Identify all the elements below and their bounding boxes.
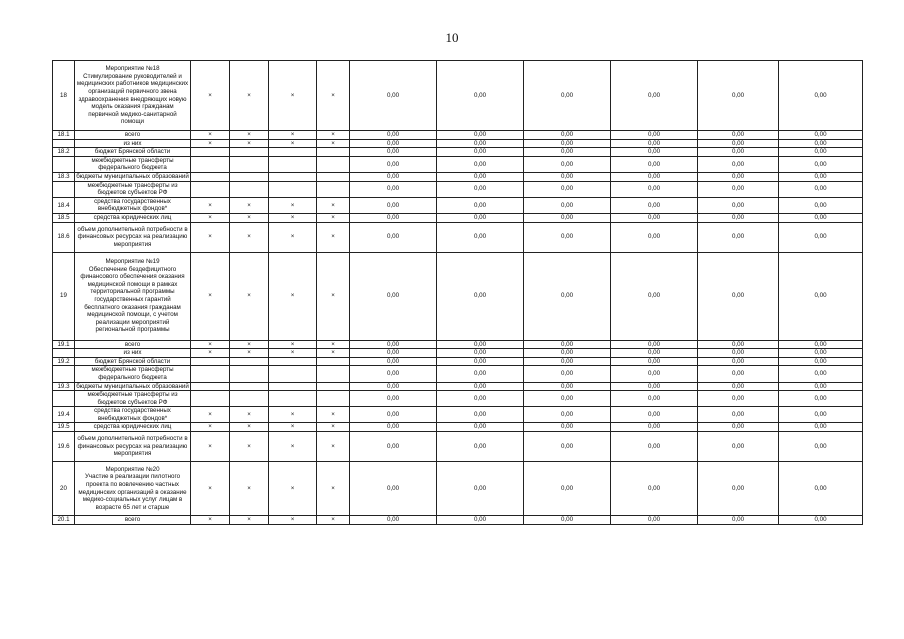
description-cell: Мероприятие №18 Стимулирование руководителей и медицинских работников медицинских организаций первичного звена здравоохранения внедряющих новую модель оказания гражданам первичной медико-санитарной помощи <box>75 61 191 131</box>
value-cell: 0,00 <box>437 462 524 516</box>
row-number-cell <box>53 349 75 358</box>
table-row <box>53 516 863 525</box>
value-cell: 0,00 <box>779 391 863 407</box>
value-cell: 0,00 <box>350 391 437 407</box>
value-cell: 0,00 <box>524 423 611 432</box>
mark-cell: × <box>230 197 269 213</box>
value-cell: 0,00 <box>524 366 611 382</box>
description-cell: бюджет Брянской области <box>75 148 191 157</box>
value-cell: 0,00 <box>437 156 524 172</box>
row-number-cell <box>53 139 75 148</box>
value-cell: 0,00 <box>524 172 611 181</box>
value-cell: 0,00 <box>611 423 698 432</box>
mark-cell: × <box>317 197 350 213</box>
row-number-cell: 20.1 <box>53 516 75 525</box>
value-cell: 0,00 <box>524 349 611 358</box>
description-cell: межбюджетные трансферты федерального бюджета <box>75 366 191 382</box>
value-cell: 0,00 <box>611 357 698 366</box>
table-row <box>53 172 863 181</box>
mark-cell: × <box>230 139 269 148</box>
description-cell: средства государственных внебюджетных фондов* <box>75 197 191 213</box>
mark-cell <box>269 391 317 407</box>
mark-cell: × <box>191 197 230 213</box>
description-cell: из них <box>75 349 191 358</box>
value-cell: 0,00 <box>779 213 863 222</box>
value-cell: 0,00 <box>437 148 524 157</box>
value-cell: 0,00 <box>524 516 611 525</box>
value-cell: 0,00 <box>611 172 698 181</box>
value-cell: 0,00 <box>698 213 779 222</box>
value-cell: 0,00 <box>698 366 779 382</box>
value-cell: 0,00 <box>611 213 698 222</box>
value-cell: 0,00 <box>350 172 437 181</box>
value-cell: 0,00 <box>698 156 779 172</box>
value-cell: 0,00 <box>698 172 779 181</box>
mark-cell <box>191 366 230 382</box>
row-number-cell: 19.4 <box>53 407 75 423</box>
value-cell: 0,00 <box>611 432 698 462</box>
description-cell: из них <box>75 139 191 148</box>
value-cell: 0,00 <box>437 357 524 366</box>
mark-cell <box>230 366 269 382</box>
mark-cell <box>191 391 230 407</box>
value-cell: 0,00 <box>698 462 779 516</box>
description-cell: средства юридических лиц <box>75 213 191 222</box>
row-number-cell: 19.3 <box>53 382 75 391</box>
value-cell: 0,00 <box>779 61 863 131</box>
row-number-cell <box>53 156 75 172</box>
value-cell: 0,00 <box>350 432 437 462</box>
value-cell: 0,00 <box>437 340 524 349</box>
value-cell: 0,00 <box>779 357 863 366</box>
row-number-cell: 18.1 <box>53 131 75 140</box>
value-cell: 0,00 <box>524 432 611 462</box>
value-cell: 0,00 <box>350 407 437 423</box>
value-cell: 0,00 <box>437 131 524 140</box>
mark-cell: × <box>230 213 269 222</box>
mark-cell <box>317 391 350 407</box>
mark-cell: × <box>269 197 317 213</box>
value-cell: 0,00 <box>611 222 698 252</box>
mark-cell: × <box>269 340 317 349</box>
table-row <box>53 222 863 252</box>
value-cell: 0,00 <box>437 366 524 382</box>
value-cell: 0,00 <box>350 61 437 131</box>
value-cell: 0,00 <box>779 349 863 358</box>
row-number-cell: 18.6 <box>53 222 75 252</box>
table-row <box>53 340 863 349</box>
mark-cell: × <box>230 423 269 432</box>
table-row <box>53 391 863 407</box>
value-cell: 0,00 <box>524 222 611 252</box>
value-cell: 0,00 <box>350 252 437 340</box>
table-row <box>53 462 863 516</box>
value-cell: 0,00 <box>437 349 524 358</box>
mark-cell: × <box>230 462 269 516</box>
value-cell: 0,00 <box>779 181 863 197</box>
mark-cell: × <box>191 252 230 340</box>
table-row <box>53 252 863 340</box>
value-cell: 0,00 <box>698 391 779 407</box>
value-cell: 0,00 <box>350 197 437 213</box>
value-cell: 0,00 <box>524 382 611 391</box>
value-cell: 0,00 <box>524 139 611 148</box>
value-cell: 0,00 <box>698 423 779 432</box>
value-cell: 0,00 <box>611 148 698 157</box>
table-row <box>53 382 863 391</box>
value-cell: 0,00 <box>611 61 698 131</box>
value-cell: 0,00 <box>437 423 524 432</box>
value-cell: 0,00 <box>524 252 611 340</box>
value-cell: 0,00 <box>437 61 524 131</box>
value-cell: 0,00 <box>611 197 698 213</box>
value-cell: 0,00 <box>437 252 524 340</box>
value-cell: 0,00 <box>524 213 611 222</box>
mark-cell: × <box>317 222 350 252</box>
mark-cell <box>317 357 350 366</box>
mark-cell: × <box>317 61 350 131</box>
value-cell: 0,00 <box>437 197 524 213</box>
description-cell: объем дополнительной потребности в финансовых ресурсах на реализацию мероприятия <box>75 222 191 252</box>
value-cell: 0,00 <box>350 357 437 366</box>
row-number-cell <box>53 391 75 407</box>
value-cell: 0,00 <box>611 349 698 358</box>
description-cell: Мероприятие №20 Участие в реализации пилотного проекта по вовлечению частных медицинских организаций в оказание медико-социальных услуг лицам в возрасте 65 лет и старше <box>75 462 191 516</box>
row-number-cell <box>53 366 75 382</box>
value-cell: 0,00 <box>698 349 779 358</box>
value-cell: 0,00 <box>350 382 437 391</box>
description-cell: бюджеты муниципальных образований <box>76 172 189 180</box>
mark-cell: × <box>191 407 230 423</box>
mark-cell <box>230 148 269 157</box>
mark-cell <box>230 382 269 391</box>
row-number-cell: 19.6 <box>53 432 75 462</box>
row-number-cell: 18.5 <box>53 213 75 222</box>
table-row <box>53 131 863 140</box>
value-cell: 0,00 <box>611 340 698 349</box>
mark-cell: × <box>191 340 230 349</box>
mark-cell: × <box>230 61 269 131</box>
value-cell: 0,00 <box>698 181 779 197</box>
value-cell: 0,00 <box>437 382 524 391</box>
description-cell: межбюджетные трансферты федерального бюджета <box>75 156 191 172</box>
mark-cell <box>230 391 269 407</box>
table-row <box>53 197 863 213</box>
row-number-cell <box>53 181 75 197</box>
mark-cell <box>191 181 230 197</box>
mark-cell: × <box>269 462 317 516</box>
value-cell: 0,00 <box>350 139 437 148</box>
value-cell: 0,00 <box>350 213 437 222</box>
row-number-cell: 18.4 <box>53 197 75 213</box>
value-cell: 0,00 <box>524 340 611 349</box>
mark-cell: × <box>317 252 350 340</box>
value-cell: 0,00 <box>524 357 611 366</box>
value-cell: 0,00 <box>611 131 698 140</box>
value-cell: 0,00 <box>779 382 863 391</box>
table-row <box>53 148 863 157</box>
description-cell: объем дополнительной потребности в финансовых ресурсах на реализацию мероприятия <box>75 432 191 462</box>
value-cell: 0,00 <box>350 340 437 349</box>
value-cell: 0,00 <box>611 382 698 391</box>
mark-cell <box>191 172 230 181</box>
table-row <box>53 181 863 197</box>
page-number: 10 <box>445 30 459 45</box>
value-cell: 0,00 <box>437 139 524 148</box>
value-cell: 0,00 <box>779 366 863 382</box>
description-cell: всего <box>75 516 191 525</box>
value-cell: 0,00 <box>350 222 437 252</box>
value-cell: 0,00 <box>437 222 524 252</box>
mark-cell: × <box>230 340 269 349</box>
value-cell: 0,00 <box>779 139 863 148</box>
row-number-cell: 19.5 <box>53 423 75 432</box>
value-cell: 0,00 <box>698 222 779 252</box>
mark-cell: × <box>191 222 230 252</box>
table-row <box>53 432 863 462</box>
description-cell: бюджеты муниципальных образований <box>76 382 189 390</box>
mark-cell: × <box>269 222 317 252</box>
value-cell: 0,00 <box>698 432 779 462</box>
value-cell: 0,00 <box>437 516 524 525</box>
value-cell: 0,00 <box>350 181 437 197</box>
value-cell: 0,00 <box>779 172 863 181</box>
description-cell: средства юридических лиц <box>75 423 191 432</box>
mark-cell <box>269 156 317 172</box>
mark-cell: × <box>269 131 317 140</box>
value-cell: 0,00 <box>698 252 779 340</box>
value-cell: 0,00 <box>524 61 611 131</box>
description-cell: межбюджетные трансферты из бюджетов субъектов РФ <box>75 391 191 407</box>
table-row <box>53 139 863 148</box>
value-cell: 0,00 <box>524 181 611 197</box>
value-cell: 0,00 <box>524 197 611 213</box>
mark-cell: × <box>317 139 350 148</box>
value-cell: 0,00 <box>698 382 779 391</box>
value-cell: 0,00 <box>698 139 779 148</box>
description-cell: всего <box>75 131 191 140</box>
value-cell: 0,00 <box>611 181 698 197</box>
mark-cell: × <box>230 222 269 252</box>
mark-cell: × <box>317 349 350 358</box>
value-cell: 0,00 <box>779 197 863 213</box>
value-cell: 0,00 <box>779 252 863 340</box>
table-row <box>53 407 863 423</box>
mark-cell <box>230 181 269 197</box>
value-cell: 0,00 <box>350 156 437 172</box>
value-cell: 0,00 <box>611 366 698 382</box>
mark-cell <box>191 382 230 391</box>
mark-cell <box>191 148 230 157</box>
description-cell: бюджет Брянской области <box>75 357 191 366</box>
value-cell: 0,00 <box>698 61 779 131</box>
mark-cell: × <box>191 131 230 140</box>
value-cell: 0,00 <box>779 516 863 525</box>
value-cell: 0,00 <box>437 181 524 197</box>
value-cell: 0,00 <box>350 462 437 516</box>
table-row <box>53 349 863 358</box>
mark-cell <box>317 156 350 172</box>
budget-table <box>52 60 863 525</box>
mark-cell: × <box>269 432 317 462</box>
value-cell: 0,00 <box>698 516 779 525</box>
mark-cell: × <box>269 139 317 148</box>
table-row <box>53 156 863 172</box>
value-cell: 0,00 <box>350 423 437 432</box>
value-cell: 0,00 <box>350 516 437 525</box>
value-cell: 0,00 <box>437 432 524 462</box>
value-cell: 0,00 <box>779 148 863 157</box>
mark-cell <box>317 181 350 197</box>
value-cell: 0,00 <box>437 213 524 222</box>
mark-cell: × <box>230 349 269 358</box>
table-row <box>53 61 863 131</box>
description-cell: межбюджетные трансферты из бюджетов субъектов РФ <box>75 181 191 197</box>
value-cell: 0,00 <box>524 391 611 407</box>
value-cell: 0,00 <box>698 340 779 349</box>
value-cell: 0,00 <box>524 131 611 140</box>
mark-cell: × <box>317 423 350 432</box>
mark-cell: × <box>269 423 317 432</box>
mark-cell <box>269 181 317 197</box>
mark-cell <box>269 357 317 366</box>
table-row <box>53 213 863 222</box>
mark-cell: × <box>317 213 350 222</box>
mark-cell <box>317 148 350 157</box>
value-cell: 0,00 <box>698 197 779 213</box>
mark-cell: × <box>269 213 317 222</box>
value-cell: 0,00 <box>779 462 863 516</box>
row-number-cell: 20 <box>53 462 75 516</box>
mark-cell: × <box>269 252 317 340</box>
value-cell: 0,00 <box>524 462 611 516</box>
table-row <box>53 357 863 366</box>
value-cell: 0,00 <box>698 357 779 366</box>
row-number-cell: 18.3 <box>53 172 75 181</box>
mark-cell: × <box>317 516 350 525</box>
mark-cell: × <box>191 139 230 148</box>
value-cell: 0,00 <box>779 340 863 349</box>
description-cell: средства государственных внебюджетных фондов* <box>75 407 191 423</box>
row-number-cell: 19 <box>53 252 75 340</box>
value-cell: 0,00 <box>698 148 779 157</box>
value-cell: 0,00 <box>350 148 437 157</box>
mark-cell <box>269 382 317 391</box>
mark-cell <box>269 366 317 382</box>
mark-cell: × <box>317 432 350 462</box>
value-cell: 0,00 <box>437 407 524 423</box>
mark-cell <box>317 382 350 391</box>
mark-cell: × <box>191 61 230 131</box>
mark-cell: × <box>317 407 350 423</box>
mark-cell: × <box>317 462 350 516</box>
mark-cell: × <box>269 516 317 525</box>
value-cell: 0,00 <box>524 407 611 423</box>
mark-cell <box>191 156 230 172</box>
value-cell: 0,00 <box>779 222 863 252</box>
mark-cell: × <box>317 131 350 140</box>
table-row <box>53 366 863 382</box>
value-cell: 0,00 <box>524 156 611 172</box>
description-cell: Мероприятие №19 Обеспечение бездефицитного финансового обеспечения оказания медицинской помощи в рамках территориальной программы государственных гарантий бесплатного оказания гражданам медицинской помощи, с учетом реализации мероприятий региональной программы <box>75 252 191 340</box>
value-cell: 0,00 <box>524 148 611 157</box>
mark-cell <box>317 366 350 382</box>
mark-cell: × <box>230 516 269 525</box>
value-cell: 0,00 <box>779 432 863 462</box>
mark-cell: × <box>269 349 317 358</box>
value-cell: 0,00 <box>698 131 779 140</box>
mark-cell: × <box>191 213 230 222</box>
mark-cell: × <box>317 340 350 349</box>
mark-cell: × <box>191 462 230 516</box>
value-cell: 0,00 <box>611 462 698 516</box>
mark-cell: × <box>269 407 317 423</box>
mark-cell <box>230 156 269 172</box>
row-number-cell: 19.2 <box>53 357 75 366</box>
mark-cell <box>269 172 317 181</box>
value-cell: 0,00 <box>779 407 863 423</box>
value-cell: 0,00 <box>611 391 698 407</box>
value-cell: 0,00 <box>350 366 437 382</box>
value-cell: 0,00 <box>611 139 698 148</box>
value-cell: 0,00 <box>779 156 863 172</box>
description-cell: всего <box>75 340 191 349</box>
mark-cell <box>230 172 269 181</box>
value-cell: 0,00 <box>437 391 524 407</box>
mark-cell: × <box>191 423 230 432</box>
mark-cell <box>191 357 230 366</box>
mark-cell: × <box>191 432 230 462</box>
value-cell: 0,00 <box>437 172 524 181</box>
mark-cell: × <box>230 432 269 462</box>
mark-cell: × <box>269 61 317 131</box>
value-cell: 0,00 <box>350 131 437 140</box>
mark-cell <box>317 172 350 181</box>
row-number-cell: 18 <box>53 61 75 131</box>
table-row <box>53 423 863 432</box>
mark-cell: × <box>230 131 269 140</box>
value-cell: 0,00 <box>779 423 863 432</box>
mark-cell: × <box>230 407 269 423</box>
value-cell: 0,00 <box>779 131 863 140</box>
mark-cell <box>230 357 269 366</box>
value-cell: 0,00 <box>611 252 698 340</box>
row-number-cell: 19.1 <box>53 340 75 349</box>
value-cell: 0,00 <box>350 349 437 358</box>
mark-cell: × <box>191 349 230 358</box>
mark-cell: × <box>230 252 269 340</box>
mark-cell: × <box>191 516 230 525</box>
mark-cell <box>269 148 317 157</box>
value-cell: 0,00 <box>611 156 698 172</box>
value-cell: 0,00 <box>611 516 698 525</box>
value-cell: 0,00 <box>611 407 698 423</box>
value-cell: 0,00 <box>698 407 779 423</box>
row-number-cell: 18.2 <box>53 148 75 157</box>
